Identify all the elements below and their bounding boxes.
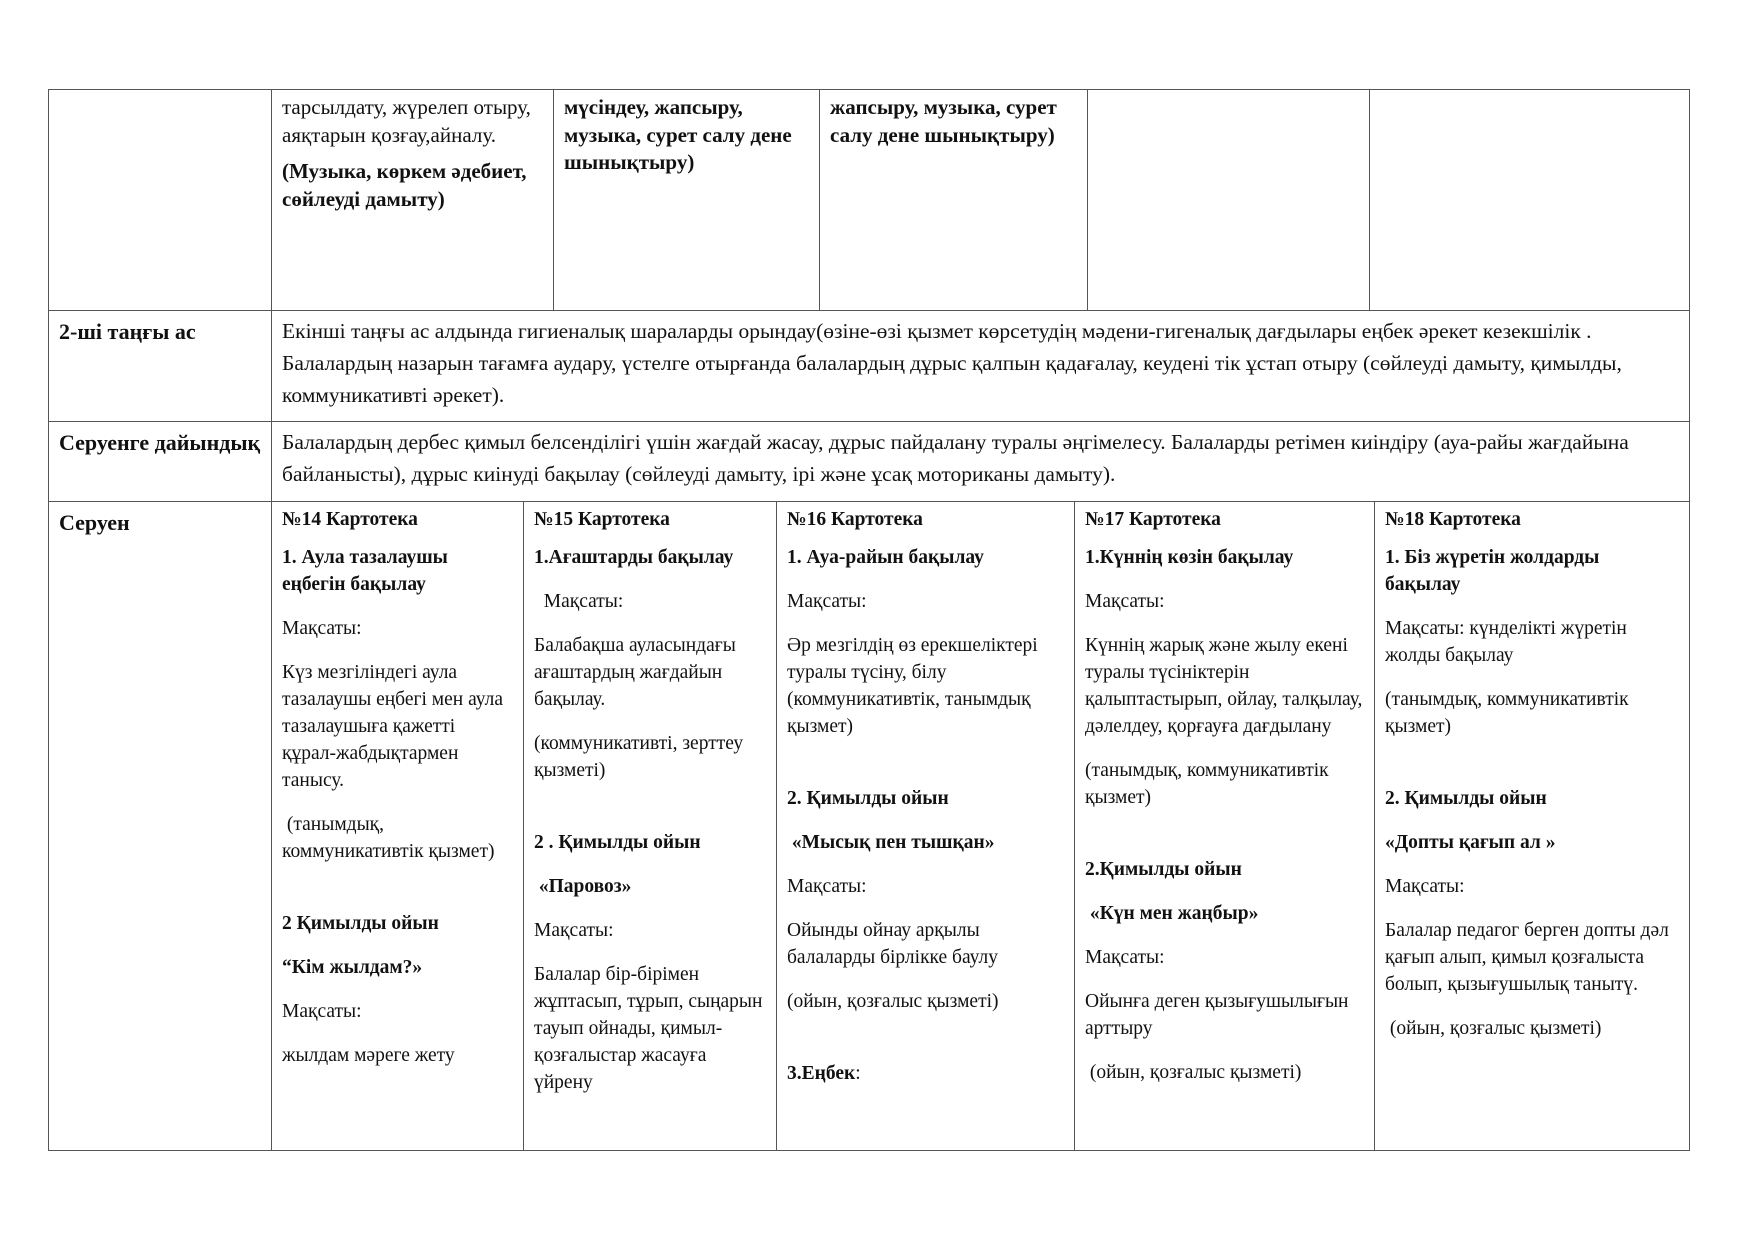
card-observation: 1.Ағаштарды бақылау	[534, 547, 734, 568]
card-goal: Мақсаты: күнделікті жүретін жолды бақылау	[1385, 618, 1627, 666]
card-goal-label: Мақсаты:	[1085, 591, 1165, 612]
top-cell-2	[553, 90, 819, 310]
walk-row	[48, 501, 1690, 1151]
card-activity: (танымдық, коммуникативтік қызмет)	[282, 814, 495, 862]
card-activity: (коммуникативті, зерттеу қызметі)	[534, 733, 744, 781]
card-goal2-label: Мақсаты:	[534, 920, 614, 941]
card-goal2: жылдам мәреге жету	[282, 1045, 455, 1066]
card-game: 2.Қимылды ойын	[1085, 859, 1242, 880]
card-observation: 1. Аула тазалаушы еңбегін бақылау	[282, 547, 448, 595]
card-game: 2. Қимылды ойын	[1385, 788, 1547, 809]
prep-label: Серуенге дайындық	[59, 430, 261, 455]
card-17	[1074, 502, 1374, 1150]
card-observation: 1.Күннің көзін бақылау	[1085, 547, 1294, 568]
card-head: №14 Картотека	[282, 509, 418, 530]
walk-label-cell	[49, 502, 271, 1150]
breakfast-text: Екінші таңғы ас алдында гигиеналық шараларды орындау(өзіне-өзі қызмет көрсетудің мәдени-гигеналық дағдылары еңбек әрекет кезекшілік . Балалардың назарын тағамға аудару, үстелге отырғанда балалардың дұрыс қалпын қадағалау, кеудені тік ұстап отыру (сөйлеуді дамыту, қимылды, коммуникативті әрекет).	[282, 319, 1622, 407]
card-labor	[787, 1060, 1064, 1087]
prep-label-cell	[49, 422, 271, 501]
card-game-name: “Кім жылдам?»	[282, 957, 423, 978]
card-game-name: «Допты қағып ал »	[1385, 832, 1556, 853]
breakfast-label: 2-ші таңғы ас	[59, 319, 196, 344]
card-15	[523, 502, 776, 1150]
top-cell-4	[1087, 90, 1369, 310]
card-goal-label: Мақсаты:	[282, 618, 362, 639]
top-cell-3	[819, 90, 1087, 310]
card-activity2: (ойын, қозғалыс қызметі)	[1385, 1018, 1602, 1039]
empty-label-cell	[49, 90, 271, 310]
card-game: 2. Қимылды ойын	[787, 788, 949, 809]
breakfast-text-cell	[271, 311, 1689, 421]
plan-table	[48, 89, 1690, 1151]
card-game: 2 . Қимылды ойын	[534, 832, 701, 853]
card-goal2-label: Мақсаты:	[1085, 947, 1165, 968]
breakfast-row	[48, 310, 1690, 421]
card-goal2: Балалар бір-бірімен жұптасып, тұрып, сыңарын тауып ойнады, қимыл- қозғалыстар жасауға үйрену	[534, 964, 763, 1093]
top-cell-5	[1369, 90, 1689, 310]
card-activity: (танымдық, коммуникативтік қызмет)	[1385, 689, 1629, 737]
top-cell-1	[271, 90, 553, 310]
card-goal-label: Мақсаты:	[787, 591, 867, 612]
card-game-name: «Күн мен жаңбыр»	[1085, 903, 1259, 924]
prep-text-cell	[271, 422, 1689, 501]
card-game-name: «Паровоз»	[534, 876, 632, 897]
card-head: №15 Картотека	[534, 509, 670, 530]
card-goal: Әр мезгілдің өз ерекшеліктері туралы түсіну, білу (коммуникативтік, танымдық қызмет)	[787, 635, 1038, 737]
card-goal2-label: Мақсаты:	[282, 1001, 362, 1022]
card-goal2-label: Мақсаты:	[787, 876, 867, 897]
card-18	[1374, 502, 1689, 1150]
card-head: №18 Картотека	[1385, 509, 1521, 530]
walk-label: Серуен	[59, 510, 130, 535]
card-head: №17 Картотека	[1085, 509, 1221, 530]
card-14	[271, 502, 523, 1150]
card-game-name: «Мысық пен тышқан»	[787, 832, 995, 853]
card-goal2: Ойынға деген қызығушылығын арттыру	[1085, 991, 1349, 1039]
card-labor-label: 3.Еңбек	[787, 1063, 856, 1084]
card-goal: Күннің жарық және жылу екені туралы түсініктерін қалыптастырып, ойлау, талқылау, дәлелдеу, қорғауға дағдылану	[1085, 635, 1363, 737]
card-goal: Күз мезгіліндегі аула тазалаушы еңбегі мен аула тазалаушыға қажетті құрал-жабдықтармен танысу.	[282, 662, 504, 791]
card-labor-colon: :	[855, 1063, 861, 1084]
breakfast-label-cell	[49, 311, 271, 421]
card-16	[776, 502, 1074, 1150]
card-goal-label: Мақсаты:	[534, 591, 624, 612]
card-activity: (ойын, қозғалыс қызметі)	[787, 991, 999, 1012]
card-goal2-label: Мақсаты:	[1385, 876, 1465, 897]
card-goal: Балабақша ауласындағы ағаштардың жағдайын бақылау.	[534, 635, 736, 710]
card-activity2: (ойын, қозғалыс қызметі)	[1085, 1062, 1302, 1083]
card-goal2: Балалар педагог берген допты дәл қағып алып, қимыл қозғалыста болып, қызығушылық танытү.	[1385, 920, 1669, 995]
top-cell-3-bold: жапсыру, музыка, сурет салу дене шынықтыру)	[830, 95, 1057, 147]
card-head: №16 Картотека	[787, 509, 923, 530]
card-goal2: Ойынды ойнау арқылы балаларды бірлікке баулу	[787, 920, 999, 968]
card-activity: (танымдық, коммуникативтік қызмет)	[1085, 760, 1329, 808]
card-observation: 1. Ауа-райын бақылау	[787, 547, 984, 568]
prep-text: Балалардың дербес қимыл белсенділігі үшін жағдай жасау, дұрыс пайдалану туралы әңгімелесу. Балаларды ретімен киіндіру (ауа-райы жағдайына байланысты), дұрыс киінуді бақылау (сөйлеуді дамыту, ірі және ұсақ моториканы дамыту).	[282, 430, 1629, 486]
top-cell-1-bold: (Музыка, көркем әдебиет, сөйлеуді дамыту)	[282, 159, 527, 211]
card-game: 2 Қимылды ойын	[282, 913, 439, 934]
top-cell-2-bold: мүсіндеу, жапсыру, музыка, сурет салу дене шынықтыру)	[564, 95, 792, 174]
activity-row	[48, 89, 1690, 310]
top-cell-1-text: тарсылдату, жүрелеп отыру, аяқтарын қозғау,айналу.	[282, 95, 531, 147]
card-observation: 1. Біз жүретін жолдарды бақылау	[1385, 547, 1600, 595]
prep-row	[48, 421, 1690, 501]
